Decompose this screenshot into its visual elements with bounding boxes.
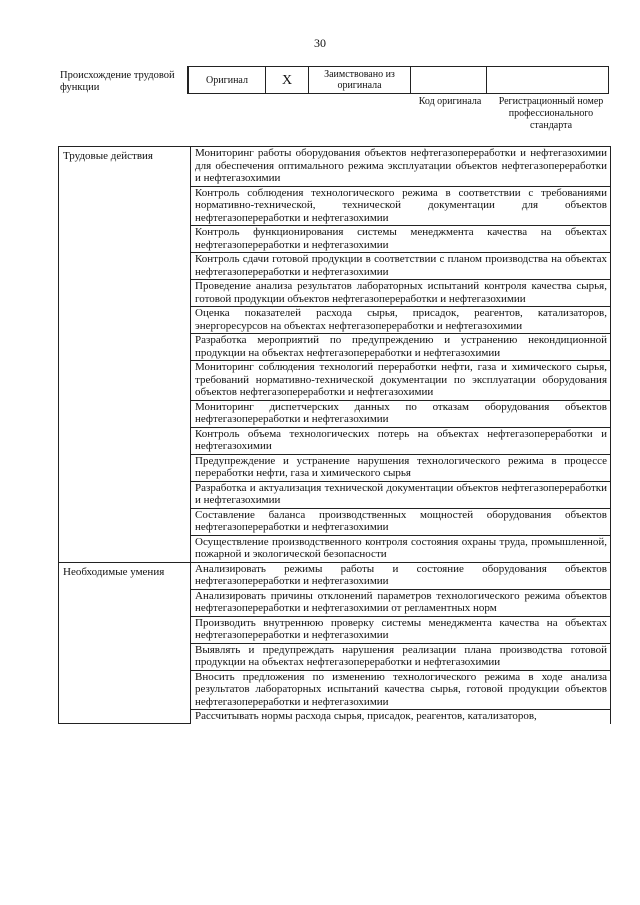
reg-number-cell <box>487 67 609 94</box>
skill-item: Выявлять и предупреждать нарушения реализации плана производства готовой продукции на объектах нефтегазопереработки и нефтегазохимии <box>191 643 611 670</box>
labor-action-item: Разработка и актуализация технической документации объектов нефтегазопереработки и нефтегазохимии <box>191 481 611 508</box>
labor-action-item: Оценка показателей расхода сырья, присадок, реагентов, катализаторов, энергоресурсов на объектах нефтегазопереработки и нефтегазохимии <box>191 307 611 334</box>
functions-table <box>58 146 611 724</box>
skill-item: Производить внутреннюю проверку системы менеджмента качества на объектах нефтегазопереработки и нефтегазохимии <box>191 616 611 643</box>
reg-number-caption: Регистрационный номер профессионального стандарта <box>498 96 604 131</box>
original-mark: X <box>266 67 309 94</box>
code-caption: Код оригинала <box>418 96 482 107</box>
origin-label: Происхождение трудовой функции <box>60 70 175 93</box>
labor-action-item: Контроль соблюдения технологического режима в соответствии с требованиями нормативно-технической, технической документации для объектов нефтегазопереработки и нефтегазохимии <box>191 186 611 226</box>
labor-action-item: Контроль сдачи готовой продукции в соответствии с планом производства на объектах нефтегазопереработки и нефтегазохимии <box>191 253 611 280</box>
labor-action-item: Предупреждение и устранение нарушения технологического режима в процессе переработки нефти, газа и химического сырья <box>191 454 611 481</box>
labor-action-item: Проведение анализа результатов лабораторных испытаний контроля качества сырья, готовой продукции объектов нефтегазопереработки и нефтегазохимии <box>191 280 611 307</box>
code-cell <box>411 67 487 94</box>
skill-item: Вносить предложения по изменению технологического режима в ходе анализа результатов лабораторных испытаний качества сырья, готовой продукции объектов нефтегазопереработки и нефтегазохимии <box>191 670 611 710</box>
labor-action-item: Мониторинг диспетчерских данных по отказам оборудования объектов нефтегазопереработки и нефтегазохимии <box>191 400 611 427</box>
skill-item: Анализировать режимы работы и состояние оборудования объектов нефтегазопереработки и нефтегазохимии <box>191 562 611 589</box>
labor-action-item: Мониторинг соблюдения технологий переработки нефти, газа и химического сырья, требований нормативно-технической документации по эксплуатации оборудования объектов нефтегазопереработки и нефтегазохимии <box>191 361 611 401</box>
labor-action-item: Мониторинг работы оборудования объектов нефтегазопереработки и нефтегазохимии для обеспечения оптимального режима эксплуатации объектов нефтегазопереработки и нефтегазохимии <box>191 147 611 187</box>
table-row <box>59 147 611 187</box>
skill-item: Рассчитывать нормы расхода сырья, присадок, реагентов, катализаторов, <box>191 710 611 724</box>
required-skills-label: Необходимые умения <box>59 562 191 724</box>
labor-actions-label: Трудовые действия <box>59 147 191 563</box>
skill-item: Анализировать причины отклонений параметров технологического режима объектов нефтегазопереработки и нефтегазохимии от регламентных норм <box>191 589 611 616</box>
borrowed-cell: Заимствовано из оригинала <box>309 67 411 94</box>
page-number: 30 <box>314 36 326 50</box>
labor-action-item: Разработка мероприятий по предупреждению и устранению некондиционной продукции на объектах нефтегазопереработки и нефтегазохимии <box>191 334 611 361</box>
original-cell: Оригинал <box>188 67 266 94</box>
table-row <box>59 562 611 589</box>
origin-table <box>187 66 609 94</box>
labor-action-item: Контроль функционирования системы менеджмента качества на объектах нефтегазопереработки и нефтегазохимии <box>191 226 611 253</box>
labor-action-item: Составление баланса производственных мощностей оборудования объектов нефтегазопереработки и нефтегазохимии <box>191 508 611 535</box>
labor-action-item: Осуществление производственного контроля состояния охраны труда, промышленной, пожарной и экологической безопасности <box>191 535 611 562</box>
labor-action-item: Контроль объема технологических потерь на объектах нефтегазопереработки и нефтегазохимии <box>191 427 611 454</box>
